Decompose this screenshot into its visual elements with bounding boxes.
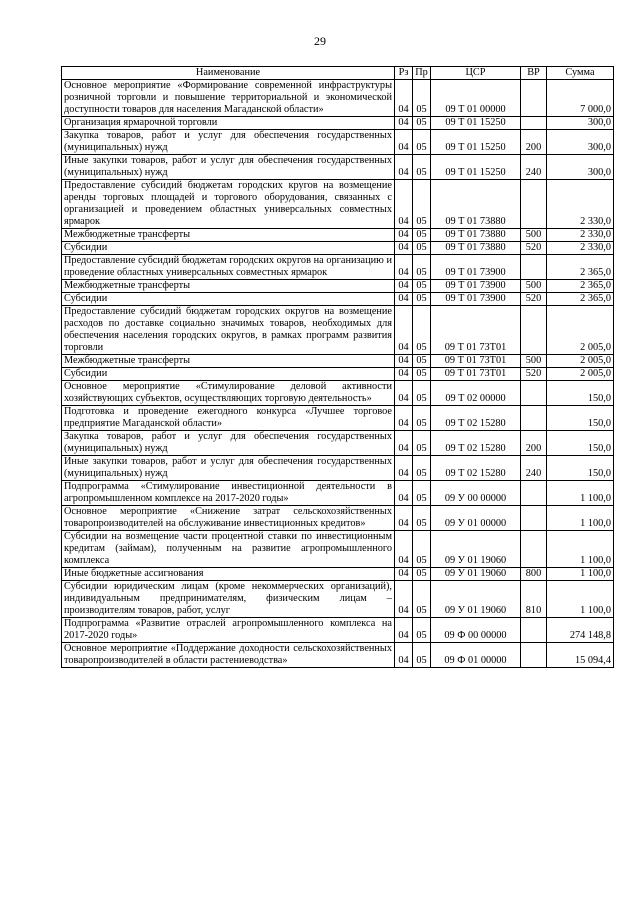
cell-pr: 05	[413, 618, 431, 643]
table-row	[62, 381, 614, 406]
cell-csr: 09 Т 01 00000	[431, 80, 521, 117]
table-row	[62, 568, 614, 581]
cell-name: Иные закупки товаров, работ и услуг для обеспечения государственных (муниципальных) нужд	[62, 155, 395, 180]
cell-vr	[521, 406, 547, 431]
cell-rz: 04	[395, 293, 413, 306]
cell-csr: 09 Ф 01 00000	[431, 643, 521, 668]
cell-pr: 05	[413, 255, 431, 280]
cell-rz: 04	[395, 381, 413, 406]
table-row	[62, 506, 614, 531]
cell-pr: 05	[413, 643, 431, 668]
cell-name: Субсидии	[62, 368, 395, 381]
cell-rz: 04	[395, 406, 413, 431]
cell-vr	[521, 506, 547, 531]
cell-rz: 04	[395, 155, 413, 180]
cell-sum: 1 100,0	[547, 506, 614, 531]
cell-sum: 2 330,0	[547, 229, 614, 242]
table-row	[62, 431, 614, 456]
header-name: Наименование	[62, 67, 395, 80]
cell-pr: 05	[413, 155, 431, 180]
cell-sum: 1 100,0	[547, 581, 614, 618]
table-row	[62, 229, 614, 242]
cell-sum: 2 005,0	[547, 368, 614, 381]
cell-vr	[521, 481, 547, 506]
table-row	[62, 242, 614, 255]
table-row	[62, 293, 614, 306]
cell-vr: 240	[521, 456, 547, 481]
table-row	[62, 481, 614, 506]
cell-rz: 04	[395, 280, 413, 293]
cell-vr	[521, 255, 547, 280]
cell-pr: 05	[413, 242, 431, 255]
cell-name: Подпрограмма «Стимулирование инвестиционной деятельности в агропромышленном комплексе на 2017-2020 годы»	[62, 481, 395, 506]
header-csr: ЦСР	[431, 67, 521, 80]
cell-name: Межбюджетные трансферты	[62, 280, 395, 293]
header-pr: Пр	[413, 67, 431, 80]
cell-sum: 2 005,0	[547, 355, 614, 368]
cell-name: Закупка товаров, работ и услуг для обеспечения государственных (муниципальных) нужд	[62, 431, 395, 456]
table-row	[62, 180, 614, 229]
cell-name: Межбюджетные трансферты	[62, 355, 395, 368]
cell-pr: 05	[413, 368, 431, 381]
cell-csr: 09 Т 02 00000	[431, 381, 521, 406]
cell-csr: 09 Т 01 73880	[431, 180, 521, 229]
cell-vr	[521, 306, 547, 355]
table-body	[62, 80, 614, 668]
cell-sum: 150,0	[547, 381, 614, 406]
cell-vr: 200	[521, 130, 547, 155]
cell-pr: 05	[413, 180, 431, 229]
cell-csr: 09 У 01 19060	[431, 531, 521, 568]
cell-rz: 04	[395, 456, 413, 481]
cell-rz: 04	[395, 255, 413, 280]
table-row	[62, 155, 614, 180]
table-row	[62, 406, 614, 431]
cell-pr: 05	[413, 481, 431, 506]
cell-pr: 05	[413, 568, 431, 581]
cell-name: Основное мероприятие «Формирование современной инфраструктуры розничной торговли и повышение территориальной и экономической доступности товаров для населения Магаданской области»	[62, 80, 395, 117]
cell-name: Иные закупки товаров, работ и услуг для обеспечения государственных (муниципальных) нужд	[62, 456, 395, 481]
header-sum: Сумма	[547, 67, 614, 80]
cell-rz: 04	[395, 242, 413, 255]
header-vr: ВР	[521, 67, 547, 80]
table-row	[62, 117, 614, 130]
cell-sum: 300,0	[547, 117, 614, 130]
cell-sum: 150,0	[547, 431, 614, 456]
table-header-row	[62, 67, 614, 80]
cell-name: Закупка товаров, работ и услуг для обеспечения государственных (муниципальных) нужд	[62, 130, 395, 155]
cell-csr: 09 Т 02 15280	[431, 431, 521, 456]
cell-rz: 04	[395, 368, 413, 381]
cell-pr: 05	[413, 531, 431, 568]
cell-name: Организация ярмарочной торговли	[62, 117, 395, 130]
cell-csr: 09 Т 01 15250	[431, 130, 521, 155]
cell-sum: 274 148,8	[547, 618, 614, 643]
cell-name: Предоставление субсидий бюджетам городских округов на организацию и проведение областных универсальных совместных ярмарок	[62, 255, 395, 280]
cell-name: Основное мероприятие «Стимулирование деловой активности хозяйствующих субъектов, осуществляющих торговую деятельность»	[62, 381, 395, 406]
cell-csr: 09 Т 01 73Т01	[431, 306, 521, 355]
cell-name: Подготовка и проведение ежегодного конкурса «Лучшее торговое предприятие Магаданской области»	[62, 406, 395, 431]
table-row	[62, 643, 614, 668]
cell-rz: 04	[395, 581, 413, 618]
cell-sum: 150,0	[547, 456, 614, 481]
cell-vr: 240	[521, 155, 547, 180]
cell-sum: 2 365,0	[547, 255, 614, 280]
page-number: 29	[314, 34, 326, 48]
cell-vr	[521, 117, 547, 130]
cell-vr: 200	[521, 431, 547, 456]
cell-csr: 09 У 01 19060	[431, 581, 521, 618]
cell-sum: 150,0	[547, 406, 614, 431]
cell-vr	[521, 180, 547, 229]
cell-vr	[521, 531, 547, 568]
cell-rz: 04	[395, 117, 413, 130]
budget-table	[61, 66, 614, 668]
cell-vr: 500	[521, 280, 547, 293]
cell-rz: 04	[395, 130, 413, 155]
cell-pr: 05	[413, 406, 431, 431]
cell-name: Субсидии	[62, 293, 395, 306]
cell-csr: 09 Т 01 73900	[431, 255, 521, 280]
cell-sum: 2 330,0	[547, 180, 614, 229]
cell-rz: 04	[395, 506, 413, 531]
cell-rz: 04	[395, 568, 413, 581]
cell-rz: 04	[395, 531, 413, 568]
table-row	[62, 255, 614, 280]
table-row	[62, 368, 614, 381]
cell-csr: 09 Ф 00 00000	[431, 618, 521, 643]
cell-csr: 09 Т 01 73Т01	[431, 355, 521, 368]
cell-sum: 7 000,0	[547, 80, 614, 117]
cell-name: Субсидии	[62, 242, 395, 255]
cell-pr: 05	[413, 293, 431, 306]
cell-pr: 05	[413, 506, 431, 531]
table-row	[62, 618, 614, 643]
cell-sum: 1 100,0	[547, 481, 614, 506]
cell-rz: 04	[395, 180, 413, 229]
cell-name: Подпрограмма «Развитие отраслей агропромышленного комплекса на 2017-2020 годы»	[62, 618, 395, 643]
cell-csr: 09 У 00 00000	[431, 481, 521, 506]
cell-csr: 09 Т 01 73880	[431, 229, 521, 242]
cell-vr	[521, 80, 547, 117]
cell-vr: 800	[521, 568, 547, 581]
cell-vr	[521, 643, 547, 668]
cell-csr: 09 Т 01 73880	[431, 242, 521, 255]
cell-rz: 04	[395, 80, 413, 117]
cell-sum: 300,0	[547, 130, 614, 155]
cell-name: Субсидии юридическим лицам (кроме некоммерческих организаций), индивидуальным предпринимателям, физическим лицам – производителям товаров, работ, услуг	[62, 581, 395, 618]
cell-pr: 05	[413, 581, 431, 618]
cell-vr: 500	[521, 355, 547, 368]
cell-rz: 04	[395, 431, 413, 456]
cell-name: Основное мероприятие «Поддержание доходности сельскохозяйственных товаропроизводителей в области растениеводства»	[62, 643, 395, 668]
table-row	[62, 355, 614, 368]
cell-csr: 09 Т 02 15280	[431, 406, 521, 431]
cell-sum: 1 100,0	[547, 531, 614, 568]
cell-vr	[521, 618, 547, 643]
cell-rz: 04	[395, 618, 413, 643]
cell-csr: 09 У 01 00000	[431, 506, 521, 531]
table-row	[62, 581, 614, 618]
cell-csr: 09 Т 01 73900	[431, 293, 521, 306]
cell-pr: 05	[413, 456, 431, 481]
cell-sum: 15 094,4	[547, 643, 614, 668]
cell-vr: 520	[521, 368, 547, 381]
cell-rz: 04	[395, 306, 413, 355]
cell-vr: 520	[521, 293, 547, 306]
cell-csr: 09 Т 01 73Т01	[431, 368, 521, 381]
cell-pr: 05	[413, 431, 431, 456]
cell-pr: 05	[413, 355, 431, 368]
cell-name: Субсидии на возмещение части процентной ставки по инвестиционным кредитам (займам), полученным на развитие агропромышленного комплекса	[62, 531, 395, 568]
cell-name: Предоставление субсидий бюджетам городских округов на возмещение расходов по доставке социально значимых товаров, необходимых для обеспечения населения городских округов, в рамках программ развития торговли	[62, 306, 395, 355]
cell-pr: 05	[413, 381, 431, 406]
cell-name: Предоставление субсидий бюджетам городских кругов на возмещение аренды торговых площадей и торгового оборудования, связанных с организацией и проведением областных универсальных совместных ярмарок	[62, 180, 395, 229]
cell-pr: 05	[413, 229, 431, 242]
cell-vr: 500	[521, 229, 547, 242]
cell-csr: 09 Т 01 73900	[431, 280, 521, 293]
header-rz: Рз	[395, 67, 413, 80]
cell-vr: 520	[521, 242, 547, 255]
cell-rz: 04	[395, 481, 413, 506]
cell-name: Межбюджетные трансферты	[62, 229, 395, 242]
cell-sum: 2 330,0	[547, 242, 614, 255]
table-row	[62, 306, 614, 355]
cell-pr: 05	[413, 306, 431, 355]
cell-csr: 09 У 01 19060	[431, 568, 521, 581]
cell-pr: 05	[413, 80, 431, 117]
cell-sum: 2 365,0	[547, 293, 614, 306]
cell-rz: 04	[395, 229, 413, 242]
table-row	[62, 456, 614, 481]
cell-vr: 810	[521, 581, 547, 618]
cell-pr: 05	[413, 117, 431, 130]
cell-name: Иные бюджетные ассигнования	[62, 568, 395, 581]
cell-sum: 2 365,0	[547, 280, 614, 293]
cell-csr: 09 Т 01 15250	[431, 155, 521, 180]
cell-csr: 09 Т 01 15250	[431, 117, 521, 130]
cell-sum: 2 005,0	[547, 306, 614, 355]
cell-sum: 300,0	[547, 155, 614, 180]
cell-rz: 04	[395, 643, 413, 668]
table-row	[62, 531, 614, 568]
table-row	[62, 130, 614, 155]
cell-csr: 09 Т 02 15280	[431, 456, 521, 481]
cell-pr: 05	[413, 130, 431, 155]
cell-name: Основное мероприятие «Снижение затрат сельскохозяйственных товаропроизводителей на обслуживание инвестиционных кредитов»	[62, 506, 395, 531]
cell-pr: 05	[413, 280, 431, 293]
table-row	[62, 280, 614, 293]
table-row	[62, 80, 614, 117]
cell-rz: 04	[395, 355, 413, 368]
cell-sum: 1 100,0	[547, 568, 614, 581]
cell-vr	[521, 381, 547, 406]
